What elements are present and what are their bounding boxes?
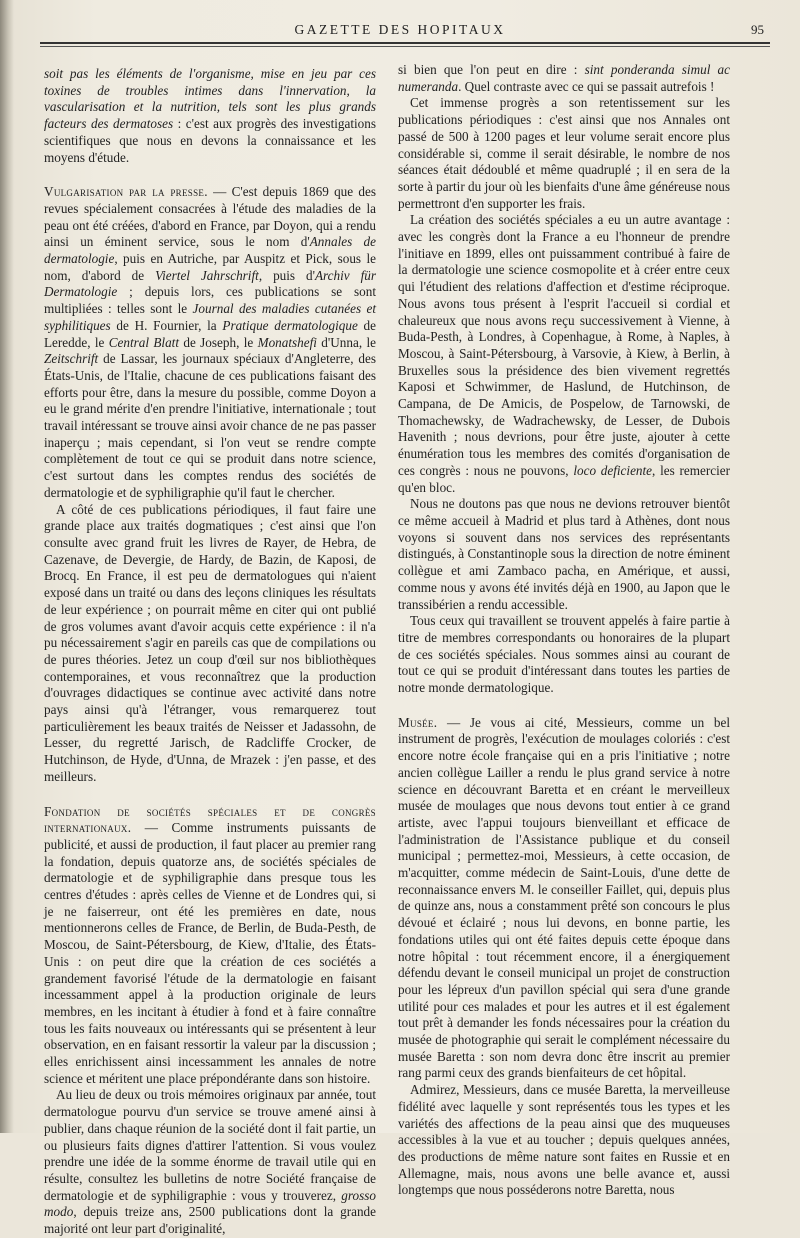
header-rule: [40, 42, 770, 44]
paragraph: Tous ceux qui travaillent se trouvent appelés à faire partie à titre de membres correspondants ou honoraires de la plupart de ces sociétés spéciales. Nous sommes ainsi au courant de tout ce qui se produit d'intéressant dans toutes les parties de notre monde dermatologique.: [398, 613, 730, 696]
binding-shadow: [0, 0, 14, 1133]
paragraph-vulgarisation: Vulgarisation par la presse. — C'est depuis 1869 que des revues spécialement consacrées à l'étude des maladies de la peau ont été créées, d'abord en France, par Doyon, qui a rendu ainsi un éminent service, sous le nom d'Annales de dermatologie, puis en Autriche, par Auspitz et Pick, sous le nom, d'abord de Viertel Jahrschrift, puis d'Archiv für Dermatologie ; depuis lors, ces publications se sont multipliées : telles sont le Journal des maladies cutanées et syphilitiques de H. Fournier, la Pratique dermatologique de Leredde, le Central Blatt de Joseph, le Monatshefi d'Unna, le Zeitschrift de Lassar, les journaux spéciaux d'Angleterre, des États-Unis, de l'Italie, chacune de ces publications faisant des efforts pour être, dans la mesure du possible, comme Doyon a eu le grand mérite d'en prendre l'initiative, internationale ; tout travail intéressant se trouve ainsi avoir chance de ne pas passer inaperçu ; mais cependant, si l'on veut se rendre compte complètement de tout ce qui se produit dans notre science, c'est surtout dans les comptes rendus des sociétés de dermatologie et de syphiligraphie qu'il faut le chercher.: [44, 184, 377, 500]
paragraph: Cet immense progrès a son retentissement sur les publications périodiques : c'est ainsi que nos Annales ont passé de 500 à 1200 pages et leur volume serait encore plus considérable si, comme il serait désirable, le nombre de nos séances était dédoublé et même quadruplé ; il en sera de la sorte à partir du jour où les bienfaits d'une âme généreuse nous permettront d'en supporter les frais.: [398, 95, 730, 211]
paragraph-fondation: Fondation de sociétés spéciales et de congrès internationaux. — Comme instruments puissants de publicité, et aussi de production, il faut placer au premier rang la fondation, depuis quatorze ans, de sociétés spéciales de dermatologie et de syphiligraphie dans presque tous les centres d'études : après celles de Vienne et de Londres qui, si je ne faiserreur, ont été les premières en date, nous mentionnerons celles de France, de Berlin, de Buda-Pesth, de Moscou, de Saint-Pétersbourg, de Kiew, d'Italie, des États-Unis : on peut dire que la création de ces sociétés a grandement favorisé l'étude de la dermatologie en faisant incessamment appel à la production originale de leurs membres, en les incitant à étudier à fond et à faire connaître tous les faits nouveaux ou intéressants qui se présentent à leur observation, en en faisant ressortir la valeur par la discussion ; elles enrichissent ainsi incessamment les annales de notre science et méritent une place prépondérante dans son histoire.: [44, 803, 376, 1086]
page-number: 95: [751, 22, 764, 37]
running-title: GAZETTE DES HOPITAUX: [294, 22, 506, 37]
section-heading: Vulgarisation par la presse.: [44, 184, 208, 200]
paragraph: Au lieu de deux ou trois mémoires originaux par année, tout dermatologue pourvu d'un service se trouve amené ainsi à publier, dans chaque réunion de la société dont il fait partie, un ou plusieurs faits dignes d'attirer l'attention. Si vous voulez prendre une idée de la somme énorme de travail utile qui en résulte, consultez les bulletins de notre Société française de dermatologie et de syphiligraphie : vous y trouverez, grosso modo, depuis treize ans, 2500 publications dont la grande majorité ont leur part d'originalité,: [44, 1087, 376, 1237]
section-heading: Fondation de sociétés spéciales et de congrès internationaux.: [44, 803, 376, 836]
paragraph: La création des sociétés spéciales a eu un autre avantage : avec les congrès dont la France a eu l'honneur de prendre l'initiave en 1899, elles ont puissamment contribué à faire de la dermatologie une science cosmopolite et à créer entre ceux qui l'étudient des relations d'affection et d'estime réciproque. Nous avons tous présent à l'esprit l'accueil si cordial et chaleureux que nous avons reçu successivement à Vienne, à Buda-Pesth, à Londres, à Copenhague, à Rome, à Naples, à Moscou, à Saint-Pétersbourg, à Varsovie, à Kiew, à Berlin, à Bruxelles sous la présidence des bien vivement regrettés Kaposi et Schwimmer, de Haslund, de Hutchinson, de Campana, de De Amicis, de Pospelow, de Tarnowski, de Thomachewsky, de Wadrachewsky, de Lesser, de Dubois Havenith ; nous devrions, pour être juste, ajouter à cette énumération tous les membres des comités d'organisation de ces congrès : nous ne pouvons, loco deficiente, les remercier qu'en bloc.: [398, 212, 730, 495]
left-column: [44, 66, 376, 1238]
italic-text: soit pas les éléments de l'organisme, mise en jeu par ces toxines de troubles intimes dans l'innervation, la vascularisation et la nutrition, tels sont les plus grands facteurs des dermatoses: [44, 66, 376, 132]
paragraph: A côté de ces publications périodiques, il faut faire une grande place aux traités dogmatiques ; c'est ainsi que l'on consulte avec grand fruit les livres de Rayer, de Hebra, de Cazenave, de Devergie, de Hardy, de Bazin, de Kaposi, de Brocq. En France, il est peu de dermatologues qui n'aient exposé dans un traité ou dans des leçons cliniques les résultats de leur expérience ; on pourrait même en citer qui ont publié de gros volumes avant d'avoir acquis cette expérience : il n'a pu nécessairement s'agir en pareils cas que de compilations ou de pures théories. Jetez un coup d'œil sur nos bibliothèques contemporaines, et vous reconnaîtrez que la production d'ouvrages didactiques se continue avec activité dans notre pays ainsi qu'à l'étranger, vous remarquerez tout particulièrement les beaux traités de Neisser et Jadassohn, de Lesser, du regretté Jarisch, de Radcliffe Crocker, de Hutchinson, de Hyde, d'Unna, de Mrazek : j'en passe, et des meilleurs.: [44, 501, 376, 784]
section-heading: Musée.: [398, 714, 438, 730]
paragraph: Nous ne doutons pas que nous ne devions retrouver bientôt ce même accueil à Madrid et plus tard à Athènes, dont nous voyons si souvent dans nos services des représentants distingués, à Constantinople sous la direction de notre éminent collègue et ami Zambaco pacha, en Amérique, et aussi, comme nous y avons été invités déjà en 1900, au Japon que le transsibérien a rendu accessible.: [398, 496, 730, 612]
paragraph: si bien que l'on peut en dire : sint ponderanda simul ac numeranda. Quel contraste avec ce qui se passait autrefois !: [398, 62, 730, 94]
paragraph-musee: Musée. — Je vous ai cité, Messieurs, comme un bel instrument de progrès, l'exécution de moulages coloriés : c'est encore notre école française qui en a pris l'initiative ; notre ancien collègue Lailler a rendu le plus grand service à notre science en découvrant Baretta et en créant le merveilleux musée de moulages que nous devons tout entier à ce grand artiste, avec l'appui toujours bienveillant et efficace de l'administration de l'Assistance publique et du conseil municipal ; permettez-moi, Messieurs, à cette occasion, de m'acquitter, comme médecin de Saint-Louis, d'une dette de reconnaissance envers M. le conseiller Faillet, qui, depuis plus de quinze ans, nous a constamment prêté son concours le plus dévoué et éclairé ; nous lui devons, en bonne partie, les fondations utiles qui ont été faites depuis cette époque dans notre hôpital : tout récemment encore, il a énergiquement défendu devant le conseil municipal un projet de construction pour les lépreux d'un pavillon spécial qui sera d'une grande utilité pour ces malades et pour les autres et il est également tout prêt à demander les fonds nécessaires pour la création du musée de photographie qui serait le complément nécessaire du musée Baretta : son nom devra donc être inscrit au premier rang parmi ceux des grands bienfaiteurs de cet hôpital.: [398, 714, 730, 1081]
header-rule-thin: [40, 46, 770, 47]
text: : c'est aux progrès des investigations scientifiques que nous en devons la connaissance et les moyens d'étude.: [44, 116, 376, 165]
paragraph: Admirez, Messieurs, dans ce musée Baretta, la merveilleuse fidélité avec laquelle y sont représentés tous les types et les variétés des affections de la peau ainsi que des muqueuses accessibles à la vue et au toucher ; depuis quelques années, des productions de même nature sont faites en Russie et en Allemagne, mais, nous avons une belle avance et, aussi longtemps que nous posséderons notre Baretta, nous: [398, 1082, 730, 1198]
right-column: [398, 62, 730, 1199]
paragraph: [44, 66, 376, 166]
